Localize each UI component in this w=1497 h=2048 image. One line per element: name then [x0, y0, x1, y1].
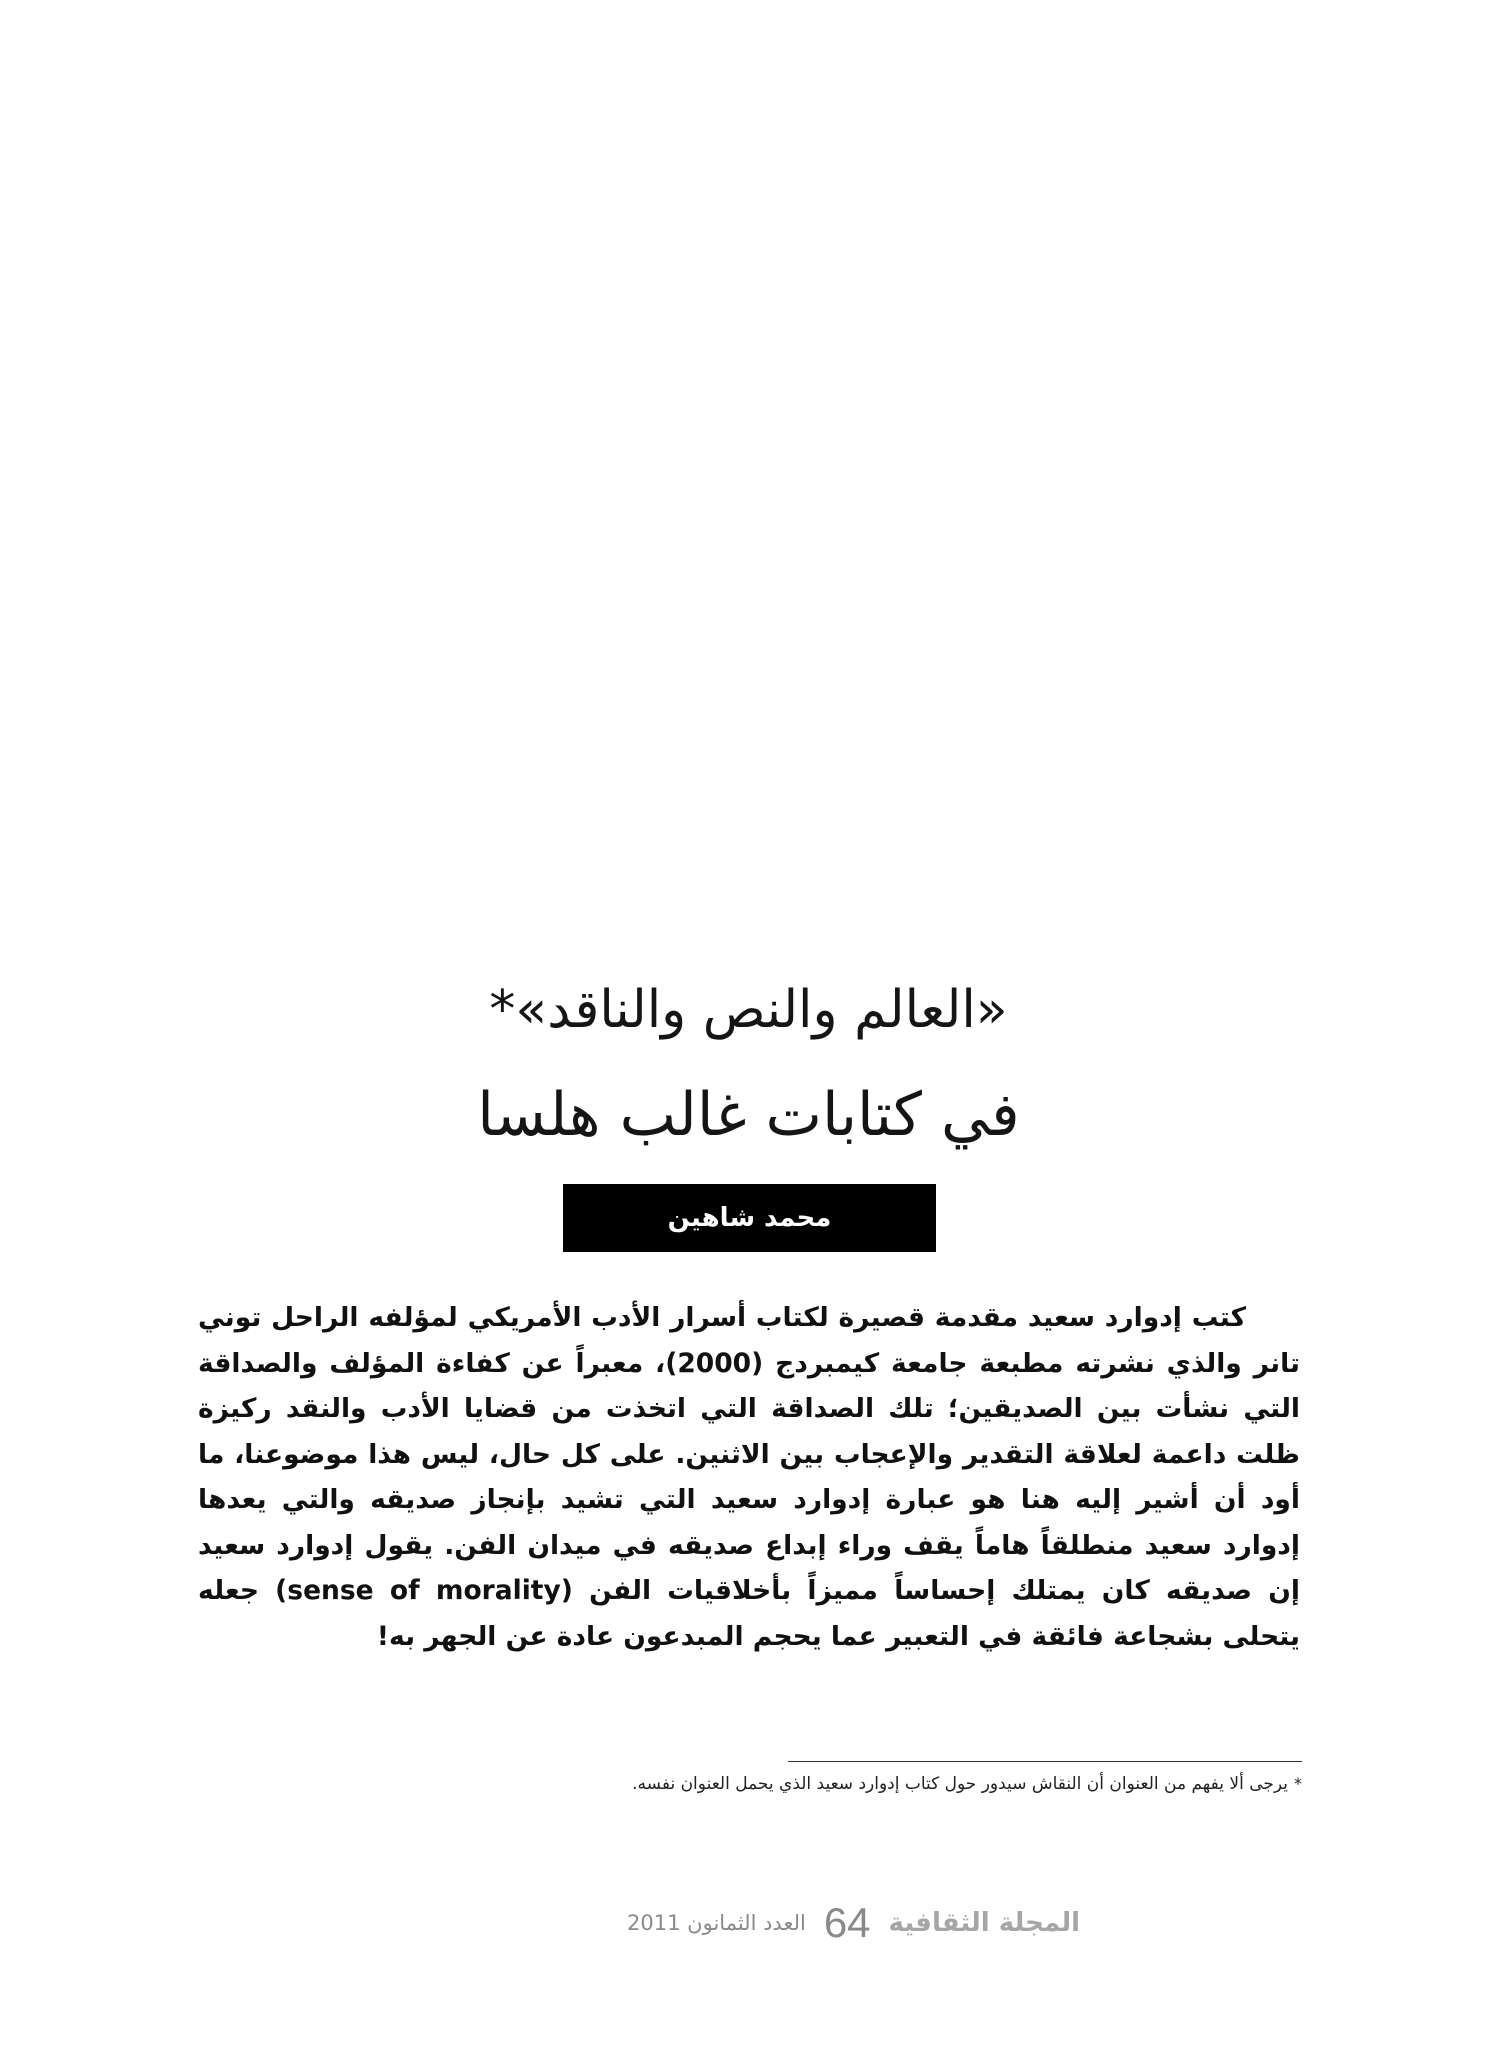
- author-name: محمد شاهين: [667, 1203, 832, 1233]
- article-body: [198, 1295, 1300, 1659]
- footnote-text: يرجى ألا يفهم من العنوان أن النقاش سيدور حول كتاب إدوارد سعيد الذي يحمل العنوان نفسه.: [632, 1774, 1288, 1794]
- body-paragraph: كتب إدوارد سعيد مقدمة قصيرة لكتاب أسرار الأدب الأمريكي لمؤلفه الراحل توني تانر والذي نشرته مطبعة جامعة كيمبردج (2000)، معبراً عن كفاءة المؤلف والصداقة التي نشأت بين الصديقين؛ تلك الصداقة التي اتخذت من قضايا الأدب والنقد ركيزة ظلت داعمة لعلاقة التقدير والإعجاب بين الاثنين. على كل حال، ليس هذا موضوعنا، ما أود أن أشير إليه هنا هو عبارة إدوارد سعيد التي تشيد بإنجاز صديقه والتي يعدها إدوارد سعيد منطلقاً هاماً يقف وراء إبداع صديقه في ميدان الفن. يقول إدوارد سعيد إن صديقه كان يمتلك إحساساً مميزاً بأخلاقيات الفن (sense of morality) جعله يتحلى بشجاعة فائقة في التعبير عما يحجم المبدعون عادة عن الجهر به!: [198, 1302, 1300, 1652]
- footnote-marker: *: [1294, 1774, 1302, 1793]
- footer-issue: العدد الثمانون 2011: [627, 1911, 806, 1935]
- article-title-line-1: «العالم والنص والناقد»*: [489, 980, 1008, 1040]
- footer-page-number: 64: [823, 1899, 871, 1946]
- author-name-banner: [563, 1184, 936, 1252]
- footnote: [450, 1770, 1302, 1798]
- footer-journal-name: المجلة الثقافية: [888, 1908, 1080, 1938]
- footnote-divider: [788, 1761, 1302, 1762]
- page-footer: [430, 1898, 1080, 1948]
- article-title-line-2: في كتابات غالب هلسا: [477, 1080, 1020, 1150]
